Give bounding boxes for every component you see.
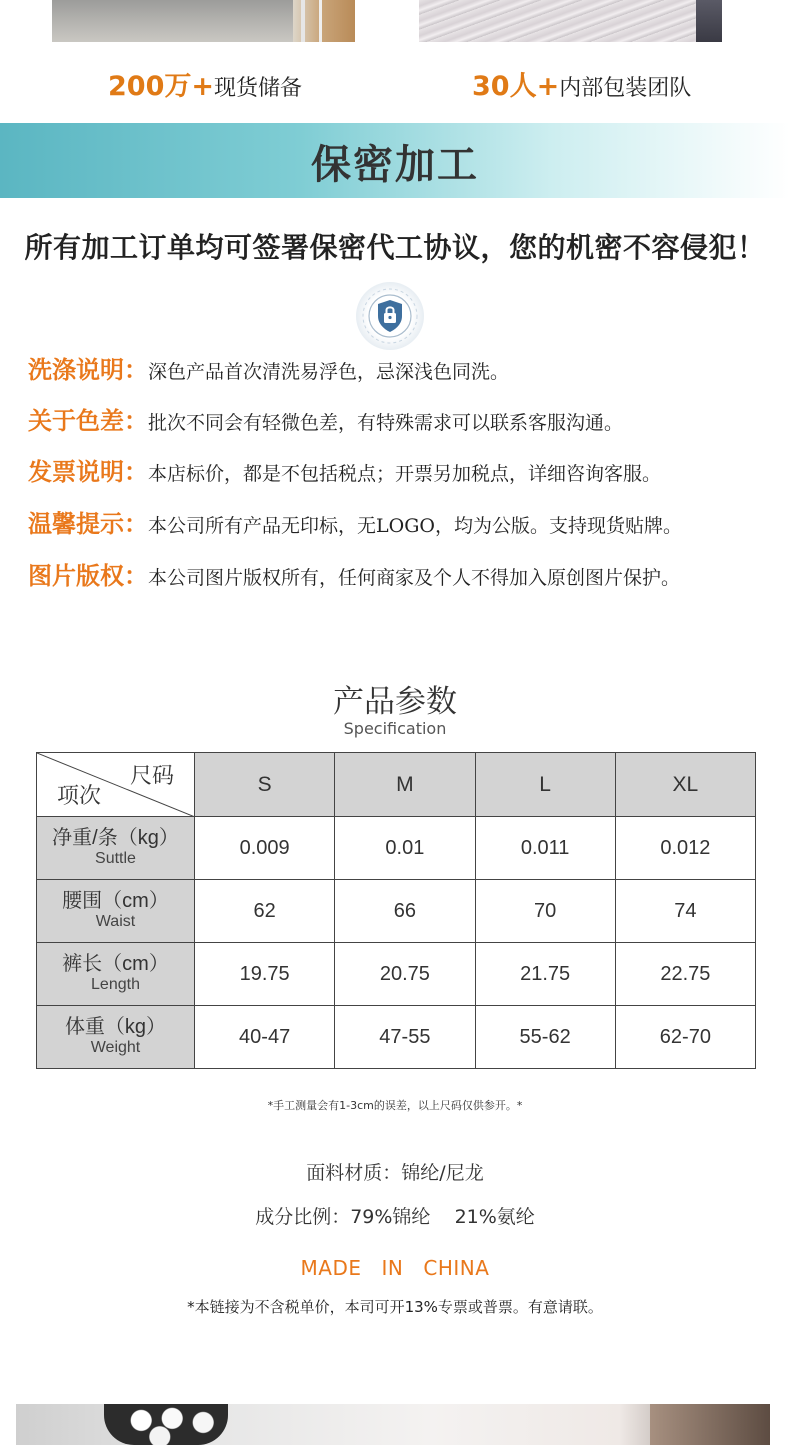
row-label-cn: 腰围（cm） [62, 890, 169, 913]
table-cell: 0.011 [475, 817, 615, 880]
packaging-worker [696, 0, 722, 42]
warehouse-shelf [293, 0, 355, 42]
table-cell: 0.012 [615, 817, 755, 880]
row-label-cn: 体重（kg） [64, 1016, 167, 1039]
measurement-footnote: *手工测量会有1-3cm的误差，以上尺码仅供参开。* [267, 1099, 523, 1112]
note-washing [28, 350, 509, 385]
row-label-en: Suttle [95, 850, 136, 868]
table-cell: 47-55 [335, 1006, 475, 1069]
photo-shadow [650, 1404, 770, 1445]
fabric-material: 面料材质：锦纶/尼龙 [306, 1162, 484, 1184]
stock-stat-label: 现货储备 [213, 76, 302, 101]
note-value: 深色产品首次清洗易浮色，忌深浅色同洗。 [148, 361, 510, 383]
composition-ratio: 成分比例：79%锦纶 21%氨纶 [255, 1206, 535, 1228]
row-label-en: Length [91, 976, 140, 994]
row-label-cn: 裤长（cm） [62, 953, 169, 976]
row-label-en: Waist [95, 913, 136, 931]
note-key: 温馨提示： [28, 509, 148, 538]
table-cell: 40-47 [195, 1006, 335, 1069]
tax-note: *本链接为不含税单价，本司可开13%专票或普票。有意请联。 [187, 1298, 603, 1316]
table-row [37, 1006, 756, 1069]
table-cell: 62 [195, 880, 335, 943]
spec-table [36, 752, 756, 1069]
note-invoice [28, 452, 661, 487]
table-cell: 0.01 [335, 817, 475, 880]
note-reminder [28, 504, 682, 539]
banner-title: 保密加工 [311, 141, 479, 188]
made-in-china [0, 1256, 790, 1280]
china-word: CHINA [423, 1256, 490, 1280]
row-label-cn: 净重/条（kg） [52, 827, 179, 850]
table-row [37, 817, 756, 880]
size-header: M [335, 753, 475, 817]
table-cell: 74 [615, 880, 755, 943]
table-cell: 19.75 [195, 943, 335, 1006]
table-cell: 66 [335, 880, 475, 943]
note-copyright [28, 556, 680, 591]
size-header: XL [615, 753, 755, 817]
row-label [37, 880, 195, 943]
note-key: 洗涤说明： [28, 355, 148, 384]
spec-header-row [37, 753, 756, 817]
table-cell: 0.009 [195, 817, 335, 880]
product-photo [16, 1404, 770, 1445]
table-cell: 20.75 [335, 943, 475, 1006]
note-value: 本公司图片版权所有，任何商家及个人不得加入原创图片保护。 [148, 567, 681, 589]
warehouse-photo [52, 0, 355, 42]
team-stat [472, 64, 691, 103]
corner-item-label: 项次 [57, 783, 102, 808]
packaging-photo [419, 0, 722, 42]
spec-corner-cell [37, 753, 195, 817]
note-value: 批次不同会有轻微色差，有特殊需求可以联系客服沟通。 [148, 412, 624, 434]
row-label [37, 817, 195, 880]
note-key: 关于色差： [28, 406, 148, 435]
row-label-en: Weight [90, 1039, 141, 1057]
in-word: IN [381, 1256, 404, 1280]
table-row [37, 943, 756, 1006]
table-cell: 70 [475, 880, 615, 943]
size-header: S [195, 753, 335, 817]
table-cell: 62-70 [615, 1006, 755, 1069]
padlock-shield-icon [356, 282, 424, 350]
table-cell: 22.75 [615, 943, 755, 1006]
spec-title: 产品参数 [333, 684, 457, 720]
note-key: 图片版权： [28, 561, 148, 590]
table-cell: 21.75 [475, 943, 615, 1006]
row-label [37, 1006, 195, 1069]
note-value: 本店标价，都是不包括税点；开票另加税点，详细咨询客服。 [148, 463, 662, 485]
row-label [37, 943, 195, 1006]
size-header: L [475, 753, 615, 817]
pearl-jar [104, 1404, 228, 1445]
spec-subtitle: Specification [343, 719, 447, 738]
team-stat-label: 内部包装团队 [559, 76, 692, 101]
note-value: 本公司所有产品无印标，无LOGO，均为公版。支持现货贴牌。 [148, 515, 682, 537]
confidentiality-headline: 所有加工订单均可签署保密代工协议，您的机密不容侵犯！ [24, 231, 766, 264]
corner-size-label: 尺码 [129, 763, 174, 788]
stock-stat-number: 200万+ [108, 71, 214, 102]
note-key: 发票说明： [28, 457, 148, 486]
table-cell: 55-62 [475, 1006, 615, 1069]
stock-stat [108, 64, 302, 103]
team-stat-number: 30人+ [472, 71, 560, 102]
made-word: MADE [300, 1256, 362, 1280]
table-row [37, 880, 756, 943]
note-color-difference [28, 401, 623, 436]
